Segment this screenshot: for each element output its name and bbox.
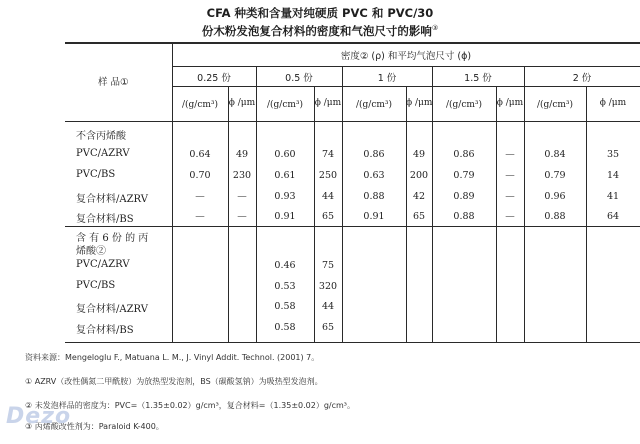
density-unit-header: /(g/cm³) [536,100,574,110]
table-cell: 0.96 [544,191,566,202]
table-cell: 65 [321,211,335,222]
table-cell: 230 [232,170,252,181]
table-cell: — [505,149,515,160]
table-cell: — [237,211,247,222]
table-cell: 41 [606,191,620,202]
table-cell: 74 [321,149,335,160]
table-cell: 0.63 [363,170,385,181]
table-title-line2-text: 份木粉发泡复合材料的密度和气泡尺寸的影响 [201,23,432,38]
table-cell: 0.91 [363,211,385,222]
table-cell: 0.58 [274,322,296,333]
table-cell: — [505,211,515,222]
table-bottom-rule [65,342,640,343]
level-header-0.25: 0.25 份 [197,73,231,84]
title-footnote-mark: ③ [431,24,439,32]
row-label: PVC/AZRV [76,148,130,159]
table-title-line2 [0,21,640,38]
table-title-line1: CFA 种类和含量对纯硬质 PVC 和 PVC/30 [206,6,434,20]
bubble-size-unit-header: ϕ /μm [314,98,342,108]
footnote-1: ① AZRV（改性偶氮二甲酰胺）为放热型发泡剂，BS（碳酸氢钠）为吸热型发泡剂。 [25,377,323,386]
section-title: 含 有 6 份 的 丙 [76,233,149,244]
section-title: 烯酸② [76,246,106,257]
table-cell: 0.79 [453,170,475,181]
table-cell: 0.53 [274,281,296,292]
section-title: 不含丙烯酸 [76,131,126,142]
table-cell: 44 [321,191,335,202]
density-unit-header: /(g/cm³) [355,100,393,110]
table-cell: 0.88 [544,211,566,222]
density-unit-header: /(g/cm³) [445,100,483,110]
table-cell: 0.46 [274,260,296,271]
level-header-2: 2 份 [572,73,592,84]
table-cell: 0.91 [274,211,296,222]
watermark-logo: Dezo [6,404,72,429]
sample-header: 样 品① [98,77,129,88]
table-cell: 64 [606,211,620,222]
table-cell: — [195,211,205,222]
table-cell: 0.86 [453,149,475,160]
table-cell: 0.58 [274,301,296,312]
table-cell: 0.86 [363,149,385,160]
group-header-rule [172,66,640,67]
source-note: 资料来源：Mengeloglu F., Matuana L. M., J. Vinyl Addit. Technol. (2001) 7。 [25,353,320,362]
table-cell: 44 [321,301,335,312]
footnote-2: ② 未发泡样品的密度为：PVC=（1.35±0.02）g/cm³，复合材料=（1.35±0.02）g/cm³。 [25,401,356,410]
table-cell: 0.70 [189,170,211,181]
table-cell: 250 [318,170,338,181]
table-cell: 0.93 [274,191,296,202]
level-header-1: 1 份 [377,73,397,84]
table-cell: 49 [412,149,426,160]
row-label: PVC/AZRV [76,259,130,270]
footnote-3: ③ 丙烯酸改性剂为：Paraloid K-400。 [25,422,164,431]
row-label: 复合材料/BS [76,325,134,336]
table-cell: 320 [318,281,338,292]
bubble-size-unit-header: ϕ /μm [406,98,433,108]
density-size-group-header: 密度② (ρ) 和平均气泡尺寸 (ϕ) [340,51,472,62]
bubble-size-unit-header: ϕ /μm [599,98,627,108]
density-unit-header: /(g/cm³) [181,100,219,110]
table-cell: 0.60 [274,149,296,160]
table-cell: — [505,191,515,202]
table-cell: — [237,191,247,202]
table-top-rule [65,42,640,44]
table-cell: 200 [409,170,429,181]
table-cell: — [195,191,205,202]
table-cell: 0.88 [363,191,385,202]
table-cell: 0.88 [453,211,475,222]
row-label: PVC/BS [76,280,116,291]
density-unit-header: /(g/cm³) [266,100,304,110]
table-cell: 0.84 [544,149,566,160]
table-cell: 49 [235,149,249,160]
row-label: 复合材料/AZRV [76,304,148,315]
bubble-size-unit-header: ϕ /μm [228,98,256,108]
section-divider-rule [65,226,640,227]
table-cell: 42 [412,191,426,202]
table-cell: — [505,170,515,181]
table-cell: 0.79 [544,170,566,181]
table-cell: 75 [321,260,335,271]
header-bottom-rule [65,121,640,122]
row-label: 复合材料/BS [76,214,134,225]
bubble-size-unit-header: ϕ /μm [496,98,524,108]
table-cell: 0.64 [189,149,211,160]
level-header-0.5: 0.5 份 [285,73,313,84]
table-cell: 65 [412,211,426,222]
row-label: 复合材料/AZRV [76,194,148,205]
level-header-1.5: 1.5 份 [464,73,492,84]
table-cell: 65 [321,322,335,333]
table-cell: 0.89 [453,191,475,202]
table-cell: 35 [606,149,620,160]
table-cell: 0.61 [274,170,296,181]
row-label: PVC/BS [76,169,116,180]
table-cell: 14 [606,170,620,181]
